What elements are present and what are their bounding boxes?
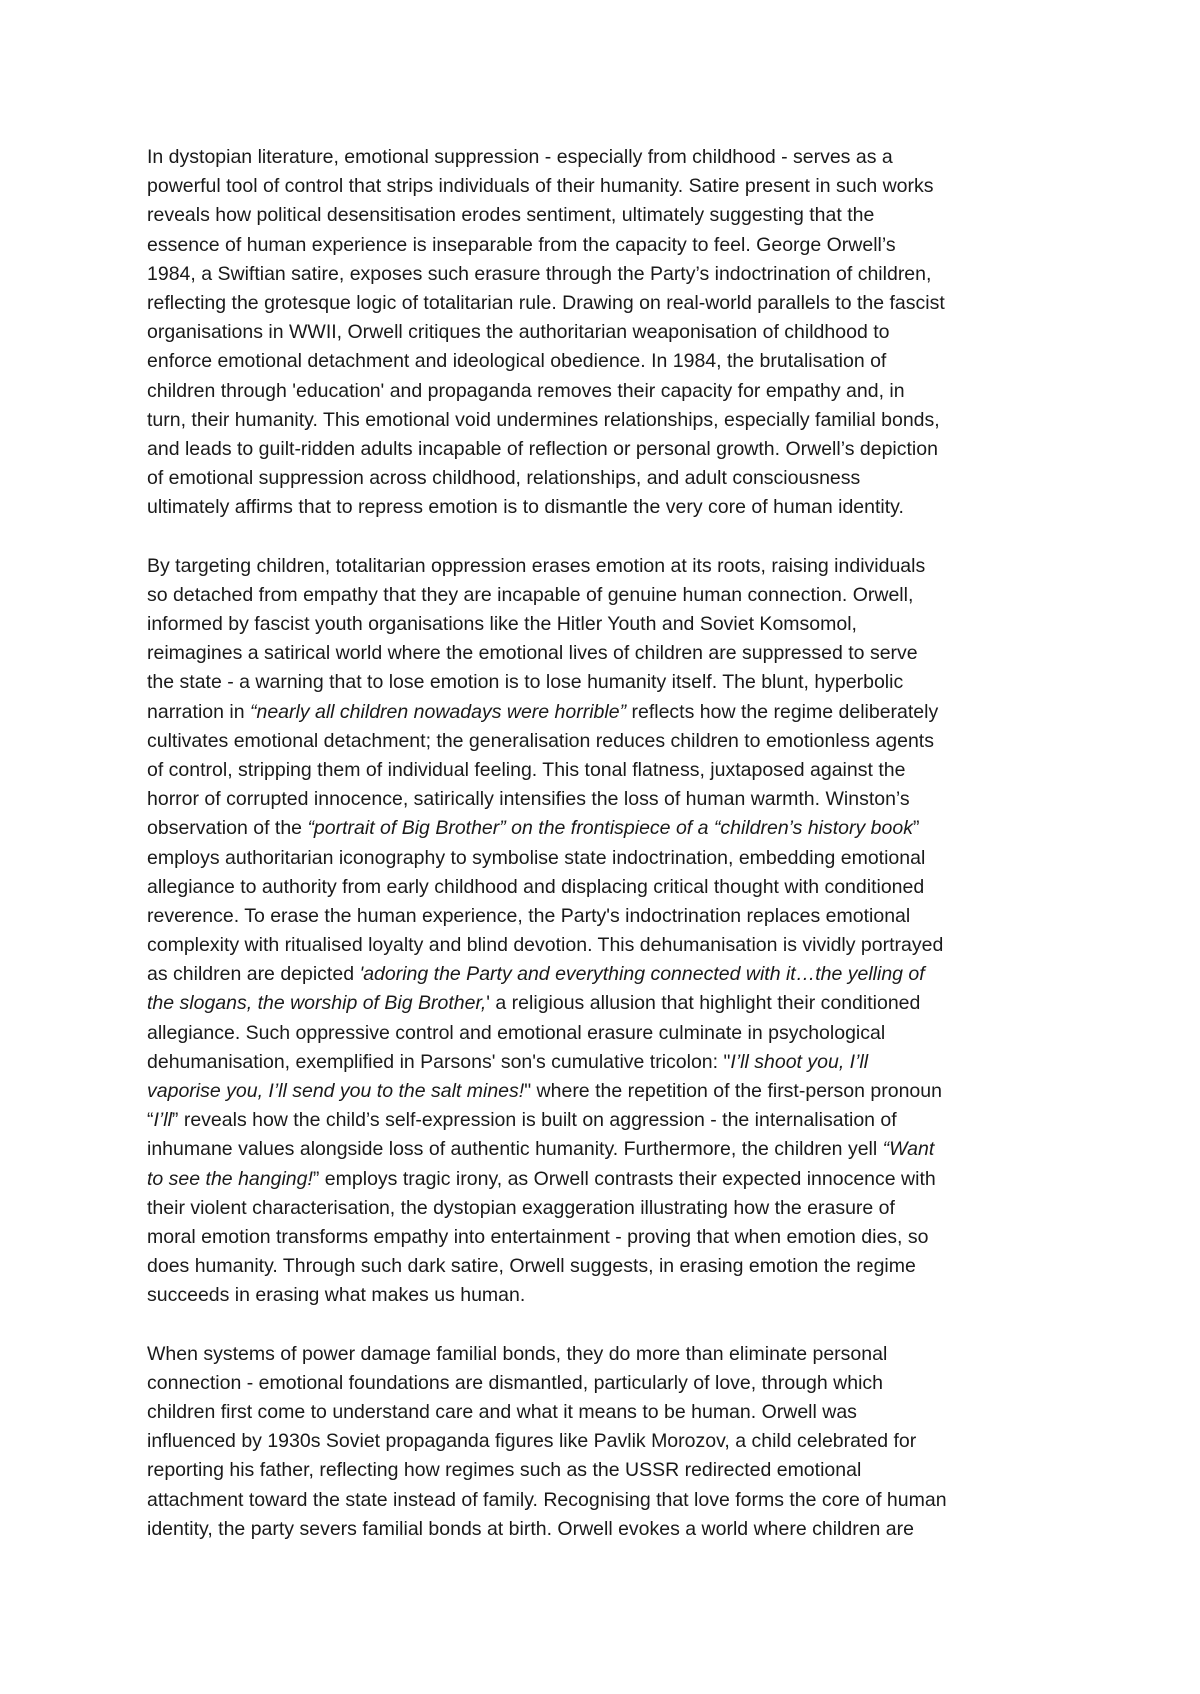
text-segment: cultivates emotional detachment; the generalisation reduces children to emotionless agents: [147, 729, 934, 752]
body-paragraph: [147, 552, 1077, 1311]
text-line: [147, 1398, 1077, 1427]
body-paragraph: [147, 1340, 1077, 1544]
text-segment: succeeds in erasing what makes us human.: [147, 1284, 526, 1307]
text-line: [147, 1340, 1077, 1369]
text-segment: In dystopian literature, emotional suppression - especially from childhood - serves as a: [147, 146, 893, 168]
text-line: [147, 814, 1077, 843]
text-segment: ” reveals how the child’s self-expression is built on aggression - the internalisation of: [171, 1109, 897, 1132]
text-segment: their violent characterisation, the dystopian exaggeration illustrating how the erasure of: [147, 1196, 895, 1219]
text-segment: connection - emotional foundations are dismantled, particularly of love, through which: [147, 1371, 884, 1394]
text-segment: children first come to understand care and what it means to be human. Orwell was: [147, 1401, 857, 1424]
text-segment: “: [147, 1109, 154, 1132]
text-line: [147, 989, 1077, 1018]
text-line: [147, 1281, 1077, 1310]
text-segment: enforce emotional detachment and ideological obedience. In 1984, the brutalisation of: [147, 350, 887, 373]
text-segment: so detached from empathy that they are incapable of genuine human connection. Orwell,: [147, 583, 914, 606]
quoted-text: “portrait of Big Brother” on the frontispiece of a “children’s history book: [307, 817, 913, 840]
text-line: [147, 201, 1077, 230]
text-line: [147, 1223, 1077, 1252]
text-line: [147, 1369, 1077, 1398]
text-line: [147, 668, 1077, 697]
text-segment: powerful tool of control that strips individuals of their humanity. Satire present in such works: [147, 175, 934, 198]
text-segment: reverence. To erase the human experience, the Party's indoctrination replaces emotional: [147, 904, 911, 927]
text-line: [147, 377, 1077, 406]
text-segment: allegiance. Such oppressive control and emotional erasure culminate in psychological: [147, 1021, 886, 1044]
text-line: [147, 1048, 1077, 1077]
text-segment: influenced by 1930s Soviet propaganda figures like Pavlik Morozov, a child celebrated for: [147, 1430, 917, 1453]
text-line: [147, 785, 1077, 814]
text-line: [147, 406, 1077, 435]
text-line: [147, 318, 1077, 347]
text-segment: reflects how the regime deliberately: [626, 700, 939, 723]
text-segment: ” employs tragic irony, as Orwell contrasts their expected innocence with: [312, 1167, 936, 1190]
text-segment: does humanity. Through such dark satire, Orwell suggests, in erasing emotion the regime: [147, 1255, 916, 1278]
text-line: [147, 493, 1077, 522]
text-line: [147, 1135, 1077, 1164]
text-line: [147, 552, 1077, 581]
text-segment: organisations in WWII, Orwell critiques the authoritarian weaponisation of childhood to: [147, 321, 890, 344]
text-line: [147, 931, 1077, 960]
text-line: [147, 727, 1077, 756]
text-line: [147, 143, 1077, 172]
text-segment: identity, the party severs familial bonds at birth. Orwell evokes a world where children are: [147, 1517, 914, 1540]
text-segment: essence of human experience is inseparable from the capacity to feel. George Orwell’s: [147, 233, 896, 256]
text-segment: reimagines a satirical world where the emotional lives of children are suppressed to serve: [147, 642, 918, 665]
text-segment: reporting his father, reflecting how regimes such as the USSR redirected emotional: [147, 1459, 862, 1482]
text-segment: attachment toward the state instead of family. Recognising that love forms the core of human: [147, 1488, 947, 1511]
text-segment: " where the repetition of the first-person pronoun: [524, 1080, 942, 1102]
text-line: [147, 960, 1077, 989]
body-paragraph: [147, 143, 1077, 522]
text-segment: of emotional suppression across childhood, relationships, and adult consciousness: [147, 467, 861, 490]
text-line: [147, 1486, 1077, 1515]
text-line: [147, 464, 1077, 493]
text-segment: ”: [912, 817, 920, 840]
text-line: [147, 289, 1077, 318]
text-segment: reveals how political desensitisation erodes sentiment, ultimately suggesting that the: [147, 204, 875, 227]
text-segment: turn, their humanity. This emotional void undermines relationships, especially familial bonds,: [147, 408, 940, 431]
text-line: [147, 902, 1077, 931]
text-line: [147, 435, 1077, 464]
text-segment: ' a religious allusion that highlight their conditioned: [486, 992, 921, 1015]
text-segment: By targeting children, totalitarian oppression erases emotion at its roots, raising individuals: [147, 554, 926, 577]
quoted-text: 'adoring the Party and everything connected with it…the yelling of: [359, 963, 925, 986]
quoted-text: “nearly all children nowadays were horrible”: [249, 700, 627, 723]
text-segment: horror of corrupted innocence, satirically intensifies the loss of human warmth. Winston’s: [147, 788, 910, 811]
text-line: [147, 260, 1077, 289]
text-line: [147, 698, 1077, 727]
text-segment: the state - a warning that to lose emotion is to lose humanity itself. The blunt, hyperbolic: [147, 671, 904, 694]
quoted-text: “Want: [882, 1138, 935, 1161]
text-line: [147, 172, 1077, 201]
text-segment: moral emotion transforms empathy into entertainment - proving that when emotion dies, so: [147, 1225, 929, 1248]
text-line: [147, 581, 1077, 610]
text-line: [147, 1165, 1077, 1194]
text-line: [147, 1252, 1077, 1281]
text-segment: 1984, a Swiftian satire, exposes such erasure through the Party’s indoctrination of children,: [147, 262, 932, 285]
text-line: [147, 1077, 1077, 1106]
text-segment: informed by fascist youth organisations like the Hitler Youth and Soviet Komsomol,: [147, 613, 857, 635]
text-segment: narration in: [147, 700, 250, 723]
quoted-text: I’ll shoot you, I’ll: [730, 1050, 869, 1073]
text-segment: dehumanisation, exemplified in Parsons' son's cumulative tricolon: ": [147, 1050, 731, 1073]
text-segment: reflecting the grotesque logic of totalitarian rule. Drawing on real-world parallels to the fascist: [147, 291, 945, 314]
text-line: [147, 1515, 1077, 1544]
text-line: [147, 639, 1077, 668]
text-line: [147, 231, 1077, 260]
quoted-text: I’ll: [153, 1109, 172, 1132]
text-segment: as children are depicted: [147, 963, 360, 986]
text-segment: inhumane values alongside loss of authentic humanity. Furthermore, the children yell: [147, 1138, 883, 1161]
text-line: [147, 1019, 1077, 1048]
text-segment: observation of the: [147, 817, 308, 840]
text-segment: employs authoritarian iconography to symbolise state indoctrination, embedding emotional: [147, 846, 926, 869]
text-segment: complexity with ritualised loyalty and blind devotion. This dehumanisation is vividly portrayed: [147, 934, 944, 957]
text-line: [147, 610, 1077, 639]
text-line: [147, 347, 1077, 376]
text-line: [147, 756, 1077, 785]
text-segment: allegiance to authority from early childhood and displacing critical thought with conditioned: [147, 875, 925, 898]
text-line: [147, 1106, 1077, 1135]
quoted-text: the slogans, the worship of Big Brother,: [147, 992, 487, 1015]
text-line: [147, 1427, 1077, 1456]
text-segment: ultimately affirms that to repress emotion is to dismantle the very core of human identity.: [147, 496, 904, 519]
document-page: [147, 143, 1077, 1573]
text-line: [147, 873, 1077, 902]
text-segment: of control, stripping them of individual feeling. This tonal flatness, juxtaposed against the: [147, 758, 906, 781]
text-line: [147, 1456, 1077, 1485]
quoted-text: to see the hanging!: [147, 1167, 313, 1190]
text-segment: When systems of power damage familial bonds, they do more than eliminate personal: [147, 1342, 888, 1365]
text-segment: and leads to guilt-ridden adults incapable of reflection or personal growth. Orwell’s depiction: [147, 437, 938, 460]
text-line: [147, 844, 1077, 873]
text-segment: children through 'education' and propaganda removes their capacity for empathy and, in: [147, 379, 905, 402]
text-line: [147, 1194, 1077, 1223]
quoted-text: vaporise you, I’ll send you to the salt mines!: [147, 1080, 525, 1102]
